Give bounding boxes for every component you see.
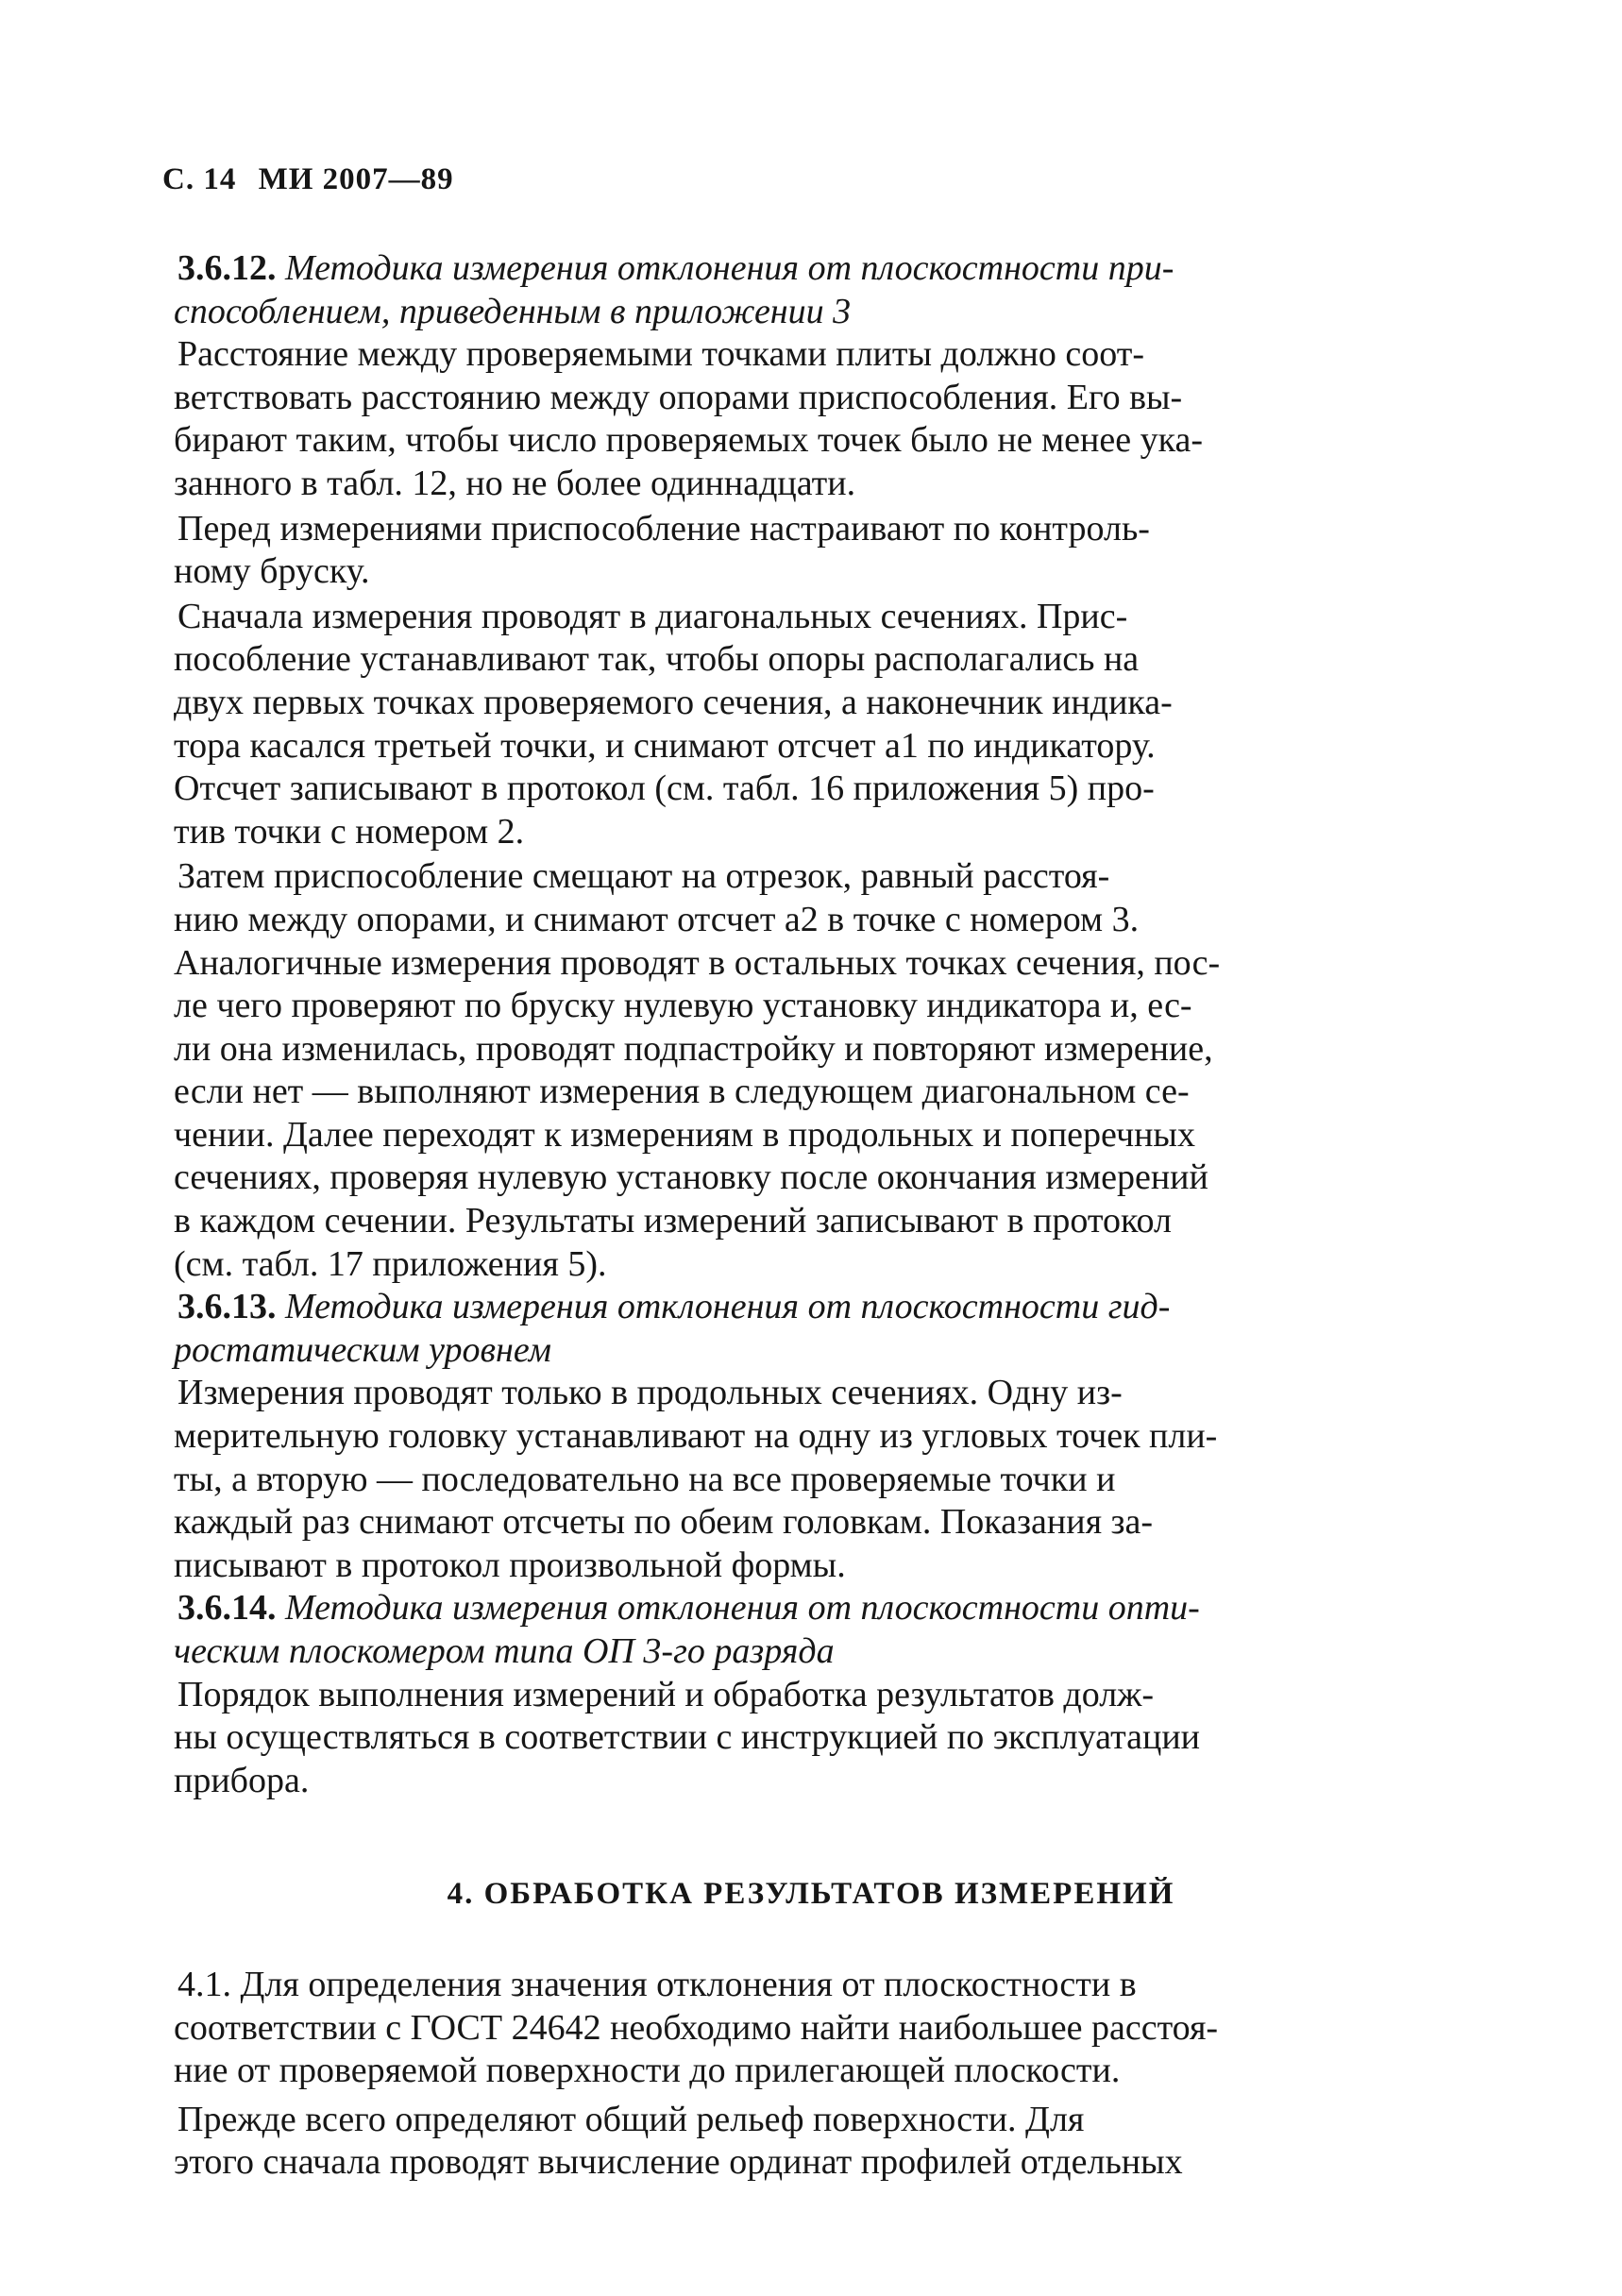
section-4-body (174, 1964, 1443, 2185)
section-title-line: Методика измерения отклонения от плоскостности гид- (285, 1287, 1171, 1327)
text-line: ты, а вторую — последовательно на все проверяемые точки и (174, 1459, 1116, 1499)
section-title-line: Методика измерения отклонения от плоскостности опти- (285, 1588, 1200, 1629)
paragraph (174, 596, 1443, 854)
text-line: Расстояние между проверяемыми точками плиты должно соот- (177, 334, 1145, 375)
section-number: 3.6.12. (177, 248, 277, 288)
text-line: Перед измерениями приспособление настраивают по контроль- (177, 508, 1150, 549)
text-line: пособление устанавливают так, чтобы опоры располагались на (174, 639, 1140, 680)
section-3-6-12 (174, 247, 1443, 1802)
text-line: нию между опорами, и снимают отсчет a2 в точке с номером 3. (174, 899, 1140, 939)
text-line: Измерения проводят только в продольных сечениях. Одну из- (177, 1373, 1123, 1413)
text-line: в каждом сечении. Результаты измерений записывают в протокол (174, 1201, 1173, 1241)
paragraph (174, 508, 1443, 594)
paragraph (174, 1674, 1443, 1803)
text-line: соответствии с ГОСТ 24642 необходимо найти наибольшее расстоя- (174, 2007, 1219, 2048)
paragraph (174, 1372, 1443, 1587)
text-line: мерительную головку устанавливают на одну из угловых точек пли- (174, 1416, 1218, 1457)
text-line: если нет — выполняют измерения в следующем диагональном се- (174, 1072, 1190, 1112)
text-line: этого сначала проводят вычисление ординат профилей отдельных (174, 2142, 1183, 2183)
text-line: ному бруску. (174, 551, 370, 592)
text-line: Сначала измерения проводят в диагональных сечениях. Прис- (177, 596, 1128, 636)
section-number: 3.6.14. (177, 1588, 277, 1629)
paragraph (174, 855, 1443, 1286)
text-line: Затем приспособление смещают на отрезок, равный расстоя- (177, 856, 1110, 897)
page-header (162, 162, 454, 197)
text-line: ны осуществляться в соответствии с инструкцией по эксплуатации (174, 1717, 1201, 1758)
text-line: тора касался третьей точки, и снимают отсчет a1 по индикатору. (174, 725, 1156, 766)
section-3-6-12-title (177, 247, 1443, 291)
text-line: сечениях, проверяя нулевую установку после окончания измерений (174, 1157, 1208, 1198)
section-title-line: Методика измерения отклонения от плоскостности при- (285, 248, 1174, 288)
section-3-6-13-title (177, 1286, 1443, 1329)
document-code: МИ 2007—89 (258, 162, 454, 196)
text-line: бирают таким, чтобы число проверяемых точек было не менее ука- (174, 420, 1203, 461)
section-title-line: ческим плоскомером типа ОП 3-го разряда (174, 1631, 835, 1671)
text-line: 4.1. Для определения значения отклонения от плоскостности в (177, 1965, 1137, 2004)
section-number: 3.6.13. (177, 1287, 277, 1327)
paragraph (174, 1964, 1443, 2093)
text-line: ветствовать расстоянию между опорами приспособления. Его вы- (174, 377, 1183, 417)
section-4-heading: 4. ОБРАБОТКА РЕЗУЛЬТАТОВ ИЗМЕРЕНИЙ (447, 1877, 1175, 1911)
text-line: ние от проверяемой поверхности до прилегающей плоскости. (174, 2051, 1121, 2091)
section-3-6-14-title (177, 1587, 1443, 1630)
paragraph (174, 2099, 1443, 2185)
paragraph (174, 333, 1443, 505)
page-number: С. 14 (162, 162, 237, 196)
text-line: двух первых точках проверяемого сечения, а наконечник индика- (174, 682, 1173, 722)
text-line: (см. табл. 17 приложения 5). (174, 1243, 607, 1284)
text-line: прибора. (174, 1760, 310, 1800)
section-title-line: ростатическим уровнем (174, 1329, 551, 1370)
text-line: занного в табл. 12, но не более одиннадцати. (174, 463, 856, 503)
text-line: ли она изменилась, проводят подпастройку и повторяют измерение, (174, 1028, 1213, 1069)
text-line: Порядок выполнения измерений и обработка результатов долж- (177, 1674, 1155, 1714)
text-line: тив точки с номером 2. (174, 811, 525, 852)
text-line: Аналогичные измерения проводят в остальных точках сечения, пос- (174, 942, 1221, 983)
section-title-line: способлением, приведенным в приложении 3 (174, 291, 852, 331)
text-line: чении. Далее переходят к измерениям в продольных и поперечных (174, 1114, 1195, 1155)
text-line: ле чего проверяют по бруску нулевую установку индикатора и, ес- (174, 986, 1192, 1026)
text-line: писывают в протокол произвольной формы. (174, 1545, 846, 1585)
text-line: Отсчет записывают в протокол (см. табл. 16 приложения 5) про- (174, 768, 1155, 809)
text-line: каждый раз снимают отсчеты по обеим головкам. Показания за- (174, 1502, 1154, 1543)
text-line: Прежде всего определяют общий рельеф поверхности. Для (177, 2099, 1085, 2139)
